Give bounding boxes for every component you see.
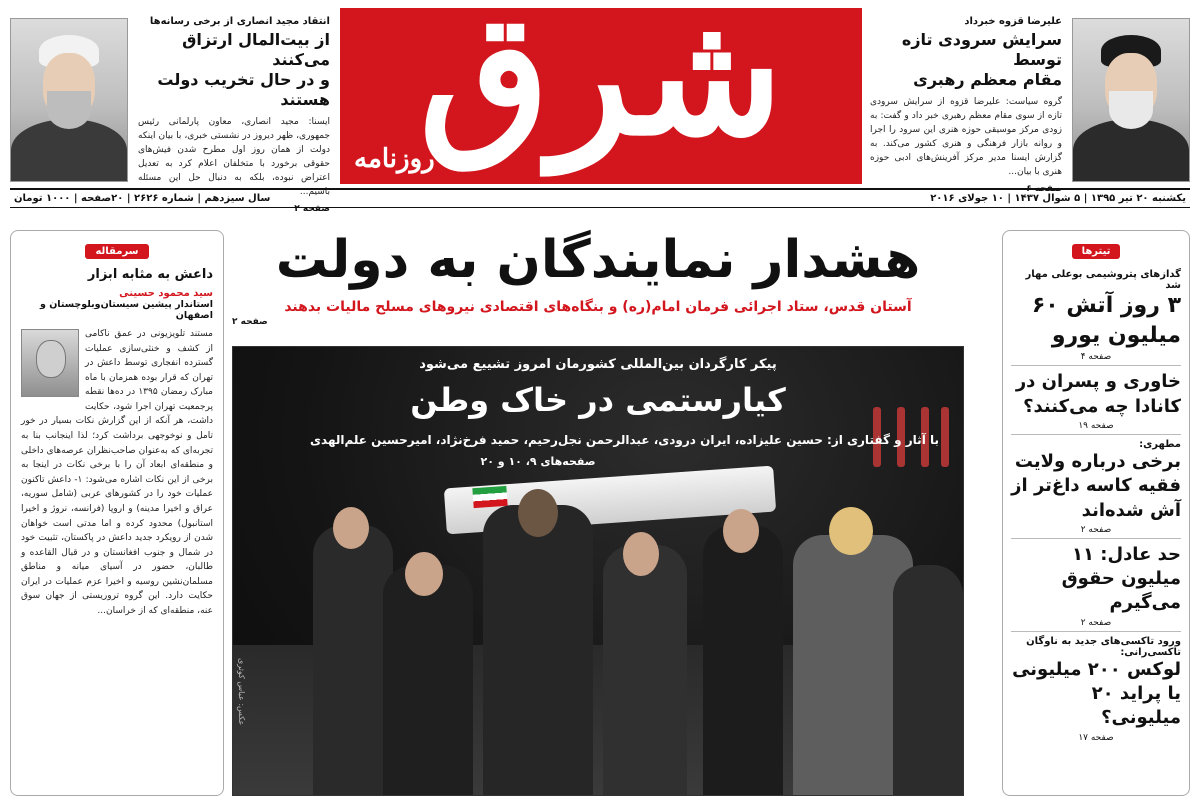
sidebar-story-page: صفحه ۲ bbox=[1080, 524, 1112, 535]
sidebar-story-headline: برخی درباره ولایت فقیه کاسه داغ‌تر از آش شده‌اند bbox=[1011, 450, 1181, 521]
funeral-photo[interactable] bbox=[232, 346, 964, 796]
mourner bbox=[383, 565, 473, 795]
header-left-page: صفحه ۲ bbox=[294, 203, 330, 214]
editorial-author: سید محمود حسینی bbox=[119, 288, 213, 299]
sidebar-story-headline: حد عادل: ۱۱ میلیون حقوق می‌گیرم bbox=[1061, 543, 1181, 614]
masthead bbox=[340, 8, 862, 184]
sidebar-story-headline: خاوری و پسران در کانادا چه می‌کنند؟ bbox=[1015, 371, 1181, 417]
sidebar-story-4[interactable] bbox=[1011, 539, 1181, 632]
leader-portrait bbox=[1072, 18, 1190, 182]
header-right-headline-2: مقام معظم رهبری bbox=[913, 70, 1062, 89]
sidebar-story-headline: ۳ روز آتش ۶۰ میلیون یورو bbox=[1031, 293, 1181, 348]
sidebar-story-page: صفحه ۱۹ bbox=[1078, 420, 1114, 431]
header-left-kicker: انتقاد مجید انصاری از برخی رسانه‌ها bbox=[149, 16, 330, 27]
mourner-head bbox=[623, 532, 659, 576]
sidebar-story-headline: لوکس ۲۰۰ میلیونی یا پراید ۲۰ میلیونی؟ bbox=[1012, 658, 1181, 729]
photo-contributors: با آثار و گفتاری از: حسین علیزاده، ایران درودی، عبدالرحمن نجل‌رحیم، حمید فرخ‌نژاد، امیرحسین علم‌الهدی bbox=[310, 433, 939, 447]
sidebar-story-2[interactable] bbox=[1011, 366, 1181, 435]
main-page-ref: صفحه ۲ bbox=[232, 317, 268, 328]
sidebar-story-1[interactable] bbox=[1011, 265, 1181, 366]
sidebar-story-page: صفحه ۴ bbox=[1080, 352, 1112, 363]
header-right-headline-1: سرایش سرودی تازه توسط bbox=[901, 30, 1062, 69]
mourner bbox=[893, 565, 963, 795]
photo-kicker: پیکر کارگردان بین‌المللی کشورمان امروز تشییع می‌شود bbox=[419, 357, 777, 372]
header-right-page: صفحه ۶ bbox=[1026, 183, 1062, 194]
sidebar-story-3[interactable] bbox=[1011, 435, 1181, 539]
editorial-column[interactable] bbox=[10, 230, 224, 796]
dateline-bar bbox=[10, 188, 1190, 208]
header-left-body: ایسنا: مجید انصاری، معاون پارلمانی رئیس جمهوری، ظهر دیروز در نشستی خبری، با بیان اینکه دولت از همان روز اول مطرح شدن فیش‌های حقوقی برخورد با متخلفان اعلام کرد به تعدیل اعتراض نبوده، بلکه به دنبال حل این مسئله باشیم... bbox=[138, 117, 330, 197]
photo-pages: صفحه‌های ۹، ۱۰ و ۲۰ bbox=[480, 455, 596, 468]
official-portrait bbox=[10, 18, 128, 182]
headlines-tag: تیترها bbox=[1072, 244, 1121, 259]
photo-credit: عکس: عباس کوثری bbox=[237, 657, 246, 725]
editorial-headline: داعش به مثابه ابزار bbox=[87, 267, 213, 282]
editorial-author-role: استاندار پیشین سیستان‌وبلوچستان و اصفهان bbox=[39, 299, 213, 321]
header-right-body: گروه سیاست: علیرضا قزوه از سرایش سرودی تازه از سوی مقام معظم رهبری خبر داد و گفت: به زودی مرکز موسیقی حوزه هنری این سرود را اجرا و روانه بازار فرهنگی و هنری کشور می‌کند. به گزارش ایسنا مدیر مرکز آفرینش‌های ادبی حوزه هنری با بیان... bbox=[870, 97, 1062, 177]
mourner bbox=[313, 525, 393, 795]
mourner bbox=[703, 525, 783, 795]
mourner-head bbox=[333, 507, 369, 549]
headlines-sidebar bbox=[1002, 230, 1190, 796]
header-left-headline-2: و در حال تخریب دولت هستند bbox=[157, 70, 330, 109]
header-left-headline-1: از بیت‌المال ارتزاق می‌کنند bbox=[182, 30, 330, 69]
editorial-tag: سرمقاله bbox=[85, 244, 148, 259]
sidebar-story-5[interactable] bbox=[1011, 632, 1181, 746]
sidebar-story-kicker: ورود تاکسی‌های جدید به ناوگان تاکسی‌رانی: bbox=[1026, 635, 1181, 658]
lead-story[interactable] bbox=[232, 232, 964, 327]
photo-title: کیارستمی در خاک وطن bbox=[410, 381, 786, 419]
mourner bbox=[603, 545, 687, 795]
mourner-head bbox=[405, 552, 443, 596]
header-right-story[interactable] bbox=[870, 10, 1190, 194]
mourner-head bbox=[829, 507, 873, 555]
masthead-logo: شرق bbox=[419, 8, 783, 173]
main-headline: هشدار نمایندگان به دولت bbox=[275, 230, 921, 290]
mourner-head bbox=[723, 509, 759, 553]
mourner bbox=[483, 505, 593, 795]
editorial-body: مستند تلویزیونی در عمق ناکامی از کشف و خنثی‌سازی عملیات گسترده انفجاری توسط داعش در تهران که قرار بوده همزمان با ماه مبارک رمضان ۱۳۹۵ در ده‌ها نقطه پرجمعیت تهران اجرا شود، حکایت داشت، هر آنکه از این گزارش نکات بسیار در خور تامل و نوخوجهی برداشت کرد؛ لذا اینجانب بنا به تجربه‌ای که به‌عنوان صاحب‌نظران عرصه‌های داخلی و منطقه‌ای ابعاد آن را با برخی نکات در اینجا به برخی از این نکات اشاره می‌شود: ۱- داعش تاکنون عملیات خود را در کشورهای عربی (شامل سوریه، عراق و اخیرا مدینه) و اروپا (فرانسه، نروژ و اخیرا استانبول) محدود کرده و اما مدتی است خواهان شدن از رویکرد جدید داعش در پاکستان، تثبیت خود در شمال و جنوب افغانستان و در قبال القاعده و طالبان، حضور در آسیای میانه و مناطق مسلمان‌نشین روسیه و اخیرا عزم عملیات در ایران حکایت دارد. این گروه تروریستی از جهان سوق عنه، منطقه‌ای که از خراسان... bbox=[21, 329, 214, 616]
flag bbox=[472, 486, 507, 508]
sidebar-story-kicker: گدازهای پتروشیمی بوعلی مهار شد bbox=[1025, 269, 1181, 291]
author-photo bbox=[21, 329, 79, 397]
sidebar-story-kicker: مطهری: bbox=[1139, 438, 1181, 450]
issue-date: یکشنبه ۲۰ تیر ۱۳۹۵ | ۵ شوال ۱۴۳۷ | ۱۰ جولای ۲۰۱۶ bbox=[930, 193, 1186, 204]
header-right-kicker: علیرضا قزوه خبرداد bbox=[964, 16, 1062, 27]
sidebar-story-page: صفحه ۱۷ bbox=[1078, 732, 1114, 743]
sidebar-story-page: صفحه ۲ bbox=[1080, 617, 1112, 628]
masthead-subtitle: روزنامه bbox=[354, 144, 435, 174]
issue-info: سال سیزدهم | شماره ۲۶۲۶ | ۲۰صفحه | ۱۰۰۰ تومان bbox=[14, 193, 271, 204]
main-subheadline: آستان قدس، ستاد اجرائی فرمان امام(ره) و بنگاه‌های اقتصادی نیروهای مسلح مالیات بدهند bbox=[284, 299, 912, 316]
mourner-head bbox=[518, 489, 558, 537]
